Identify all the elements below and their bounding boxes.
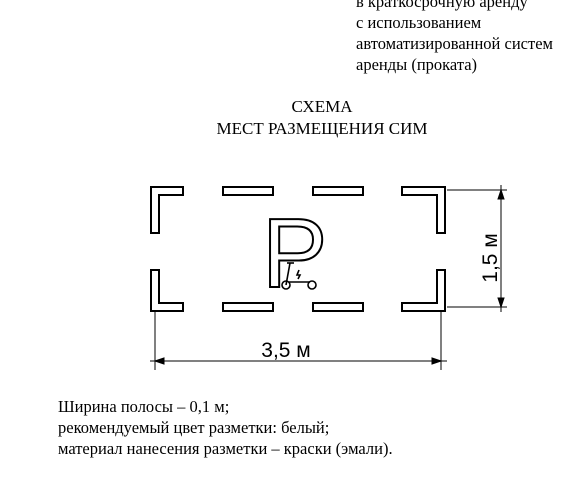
corner-marking-top-right	[402, 187, 445, 233]
height-label: 1,5 м	[479, 233, 502, 283]
width-label: 3,5 м	[261, 339, 311, 362]
corner-marking-bottom-right	[402, 270, 445, 311]
header-note-line: аренды (проката)	[356, 55, 478, 74]
notes	[58, 396, 393, 459]
scheme-subtitle: МЕСТ РАЗМЕЩЕНИЯ СИМ	[216, 119, 428, 138]
corner-marking-bottom-left	[151, 270, 183, 311]
header-note-line: с использованием	[356, 13, 482, 32]
note-line: материал нанесения разметки – краски (эмали).	[58, 439, 393, 458]
note-line: рекомендуемый цвет разметки: белый;	[58, 418, 330, 437]
header-note-line: автоматизированной систем	[356, 34, 553, 53]
corner-marking-top-left	[151, 187, 183, 233]
scheme-title: СХЕМА	[291, 97, 353, 116]
dash-marking-top-1	[223, 187, 273, 195]
header-note-line: в краткосрочную аренду	[356, 0, 528, 11]
dash-marking-top-2	[313, 187, 363, 195]
note-line: Ширина полосы – 0,1 м;	[58, 397, 230, 416]
parking-letter: P	[262, 198, 328, 308]
